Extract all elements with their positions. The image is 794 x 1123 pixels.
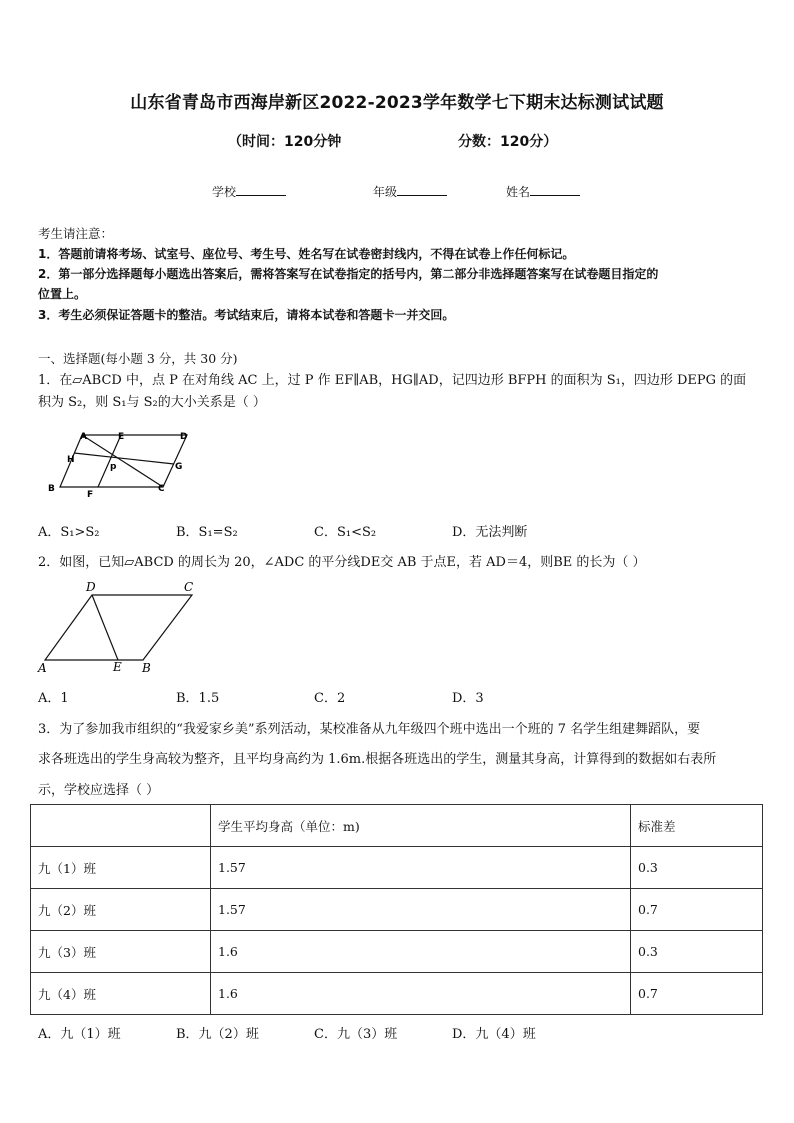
q3-option-a: A．九（1）班 — [38, 1027, 121, 1042]
q2-option-a: A．1 — [38, 691, 69, 706]
q2-option-c: C．2 — [314, 691, 346, 706]
q3-option-b: B．九（2）班 — [176, 1027, 259, 1042]
table-cell: 九（1）班 — [31, 847, 211, 889]
q1-option-c: C．S₁<S₂ — [314, 525, 377, 540]
fig2-label: E — [113, 660, 122, 674]
fig2-label: B — [142, 661, 151, 675]
school-field: 学校 — [212, 182, 286, 200]
fig1-label: C — [158, 484, 165, 494]
fig1-label: F — [87, 490, 94, 498]
section-heading: 一、选择题(每小题 3 分，共 30 分) — [38, 351, 238, 366]
q2-text: 2．如图，已知▱ABCD 的周长为 20，∠ADC 的平分线DE交 AB 于点E，若 AD＝4，则BE 的长为（ ） — [38, 555, 646, 570]
table-cell: 1.6 — [211, 931, 631, 973]
page-title: 山东省青岛市西海岸新区2022-2023学年数学七下期末达标测试试题 — [130, 93, 664, 113]
q3-text: 3．为了参加我市组织的“我爱家乡美”系列活动，某校准备从九年级四个班中选出一个班的 7 名学生组建舞蹈队，要 — [38, 722, 701, 737]
table-cell: 0.3 — [631, 847, 763, 889]
q1-option-d: D．无法判断 — [452, 525, 528, 540]
exam-time: （时间：120分钟 — [228, 134, 342, 150]
table-row — [31, 889, 763, 931]
table-cell: 0.3 — [631, 931, 763, 973]
fig1-label: A — [80, 432, 87, 442]
table-row — [31, 973, 763, 1015]
table-header-cell: 学生平均身高（单位：m) — [211, 805, 631, 847]
table-row — [31, 847, 763, 889]
q2-option-b: B．1.5 — [176, 691, 220, 706]
fig1-label: H — [67, 455, 75, 465]
table-header-cell: 标准差 — [631, 805, 763, 847]
table-cell: 九（3）班 — [31, 931, 211, 973]
table-cell: 0.7 — [631, 889, 763, 931]
notice-item: 3．考生必须保证答题卡的整洁。考试结束后，请将本试卷和答题卡一并交回。 — [38, 308, 455, 322]
q3-option-d: D．九（4）班 — [452, 1027, 536, 1042]
notice-heading: 考生请注意： — [38, 226, 114, 241]
fig2-label: D — [86, 580, 96, 594]
name-field: 姓名 — [506, 182, 580, 200]
exam-score: 分数：120分） — [458, 134, 558, 150]
q1-text: 积为 S₂，则 S₁与 S₂的大小关系是（ ） — [38, 395, 266, 410]
q1-text: 1．在▱ABCD 中，点 P 在对角线 AC 上，过 P 作 EF∥AB，HG∥AD，记四边形 BFPH 的面积为 S₁，四边形 DEPG 的面 — [38, 373, 747, 388]
table-cell: 1.57 — [211, 847, 631, 889]
q2-option-d: D．3 — [452, 691, 484, 706]
q3-option-c: C．九（3）班 — [314, 1027, 398, 1042]
notice-item: 位置上。 — [38, 287, 87, 301]
q1-figure — [40, 424, 200, 498]
q3-text: 示，学校应选择（ ） — [38, 783, 160, 798]
table-cell: 九（4）班 — [31, 973, 211, 1015]
table-header-row — [31, 805, 763, 847]
fig1-label: p — [110, 462, 117, 472]
fig1-label: D — [180, 432, 188, 442]
table-cell: 1.57 — [211, 889, 631, 931]
table-cell: 0.7 — [631, 973, 763, 1015]
q2-figure — [34, 578, 204, 676]
grade-field: 年级 — [373, 182, 447, 200]
fig1-label: E — [118, 432, 125, 442]
fig2-label: C — [184, 580, 194, 594]
table-cell: 九（2）班 — [31, 889, 211, 931]
table-row — [31, 931, 763, 973]
q1-option-b: B．S₁=S₂ — [176, 525, 238, 540]
fig1-label: B — [48, 484, 55, 494]
q3-text: 求各班选出的学生身高较为整齐，且平均身高约为 1.6m.根据各班选出的学生，测量其身高，计算得到的数据如右表所 — [38, 752, 717, 767]
height-table — [30, 804, 763, 1015]
q1-option-a: A．S₁>S₂ — [38, 525, 100, 540]
fig2-label: A — [38, 661, 47, 675]
notice-item: 2．第一部分选择题每小题选出答案后，需将答案写在试卷指定的括号内，第二部分非选择题答案写在试卷题目指定的 — [38, 267, 659, 281]
table-cell: 1.6 — [211, 973, 631, 1015]
notice-item: 1．答题前请将考场、试室号、座位号、考生号、姓名写在试卷密封线内，不得在试卷上作任何标记。 — [38, 247, 575, 261]
table-header-cell — [31, 805, 211, 847]
fig1-label: G — [175, 462, 183, 472]
